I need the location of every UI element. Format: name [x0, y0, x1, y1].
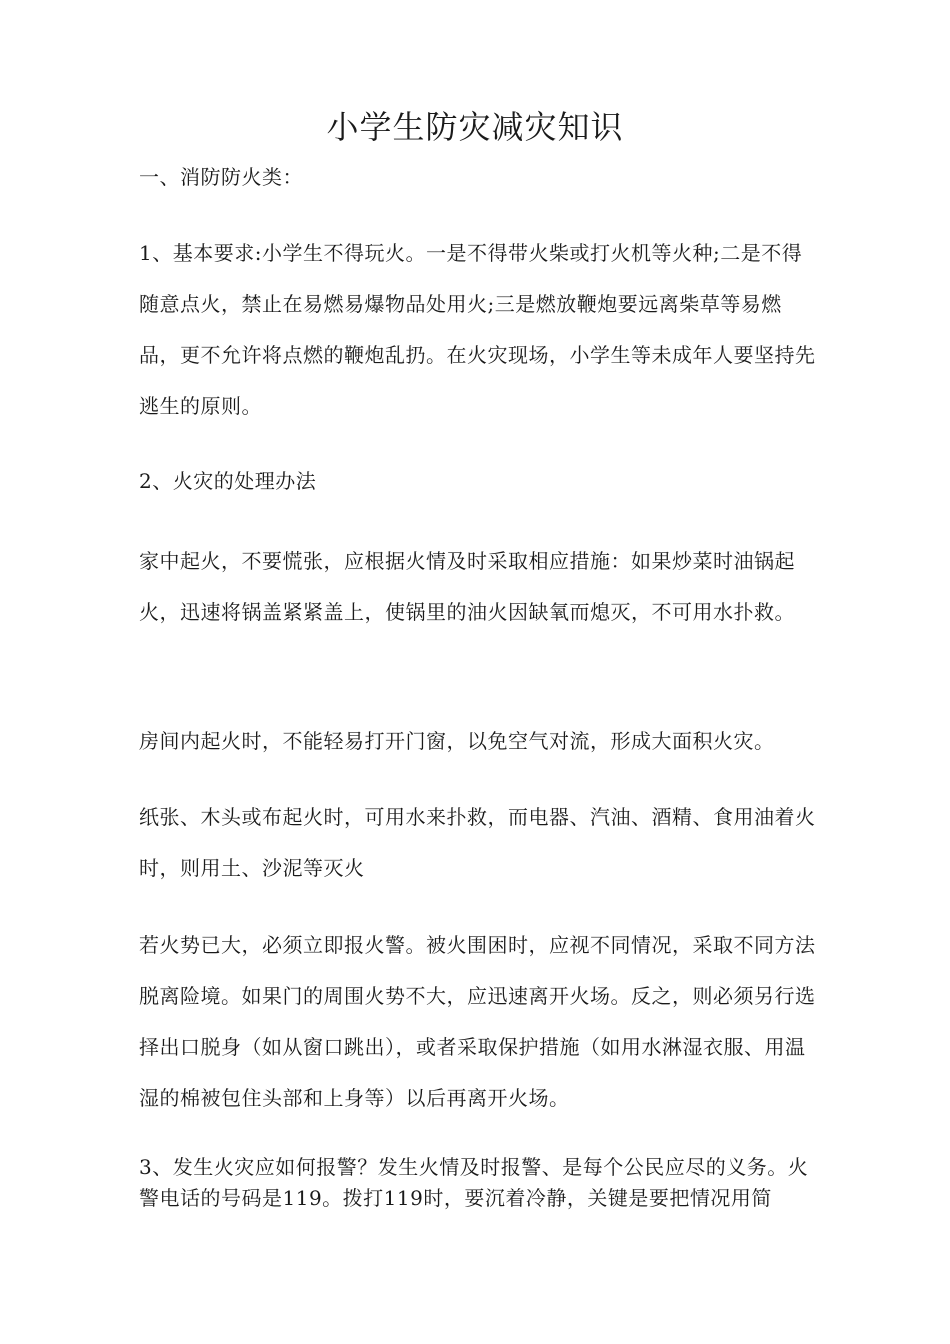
- subheading-fire-handling: 2、火灾的处理办法: [139, 469, 317, 493]
- paragraph-fire-alarm: 3、发生火灾应如何报警？发生火情及时报警、是每个公民应尽的义务。火警电话的号码是119。拨打119时，要沉着冷静，关键是要把情况用简: [139, 1155, 809, 1210]
- paragraph-room-fire: 房间内起火时，不能轻易打开门窗，以免空气对流，形成大面积火灾。: [139, 729, 775, 753]
- paragraph-material-fire: 纸张、木头或布起火时，可用水来扑救，而电器、汽油、酒精、食用油着火时，则用土、沙泥等灭火: [139, 805, 816, 880]
- section-heading-fire-prevention: 一、消防防火类：: [139, 165, 303, 189]
- paragraph-basic-requirements: 1、基本要求:小学生不得玩火。一是不得带火柴或打火机等火种;二是不得随意点火，禁止在易燃易爆物品处用火;三是燃放鞭炮要远离柴草等易燃品，更不允许将点燃的鞭炮乱扔。在火灾现场，小学生等未成年人要坚持先逃生的原则。: [139, 241, 816, 418]
- paragraph-kitchen-fire: 家中起火，不要慌张，应根据火情及时采取相应措施：如果炒菜时油锅起火，迅速将锅盖紧紧盖上，使锅里的油火因缺氧而熄灭，不可用水扑救。: [139, 549, 795, 624]
- paragraph-escape: 若火势已大，必须立即报火警。被火围困时，应视不同情况，采取不同方法脱离险境。如果门的周围火势不大，应迅速离开火场。反之，则必须另行选择出口脱身（如从窗口跳出），或者采取保护措施（如用水淋湿衣服、用温湿的棉被包住头部和上身等）以后再离开火场。: [139, 933, 816, 1110]
- document-title: 小学生防灾减灾知识: [326, 108, 624, 146]
